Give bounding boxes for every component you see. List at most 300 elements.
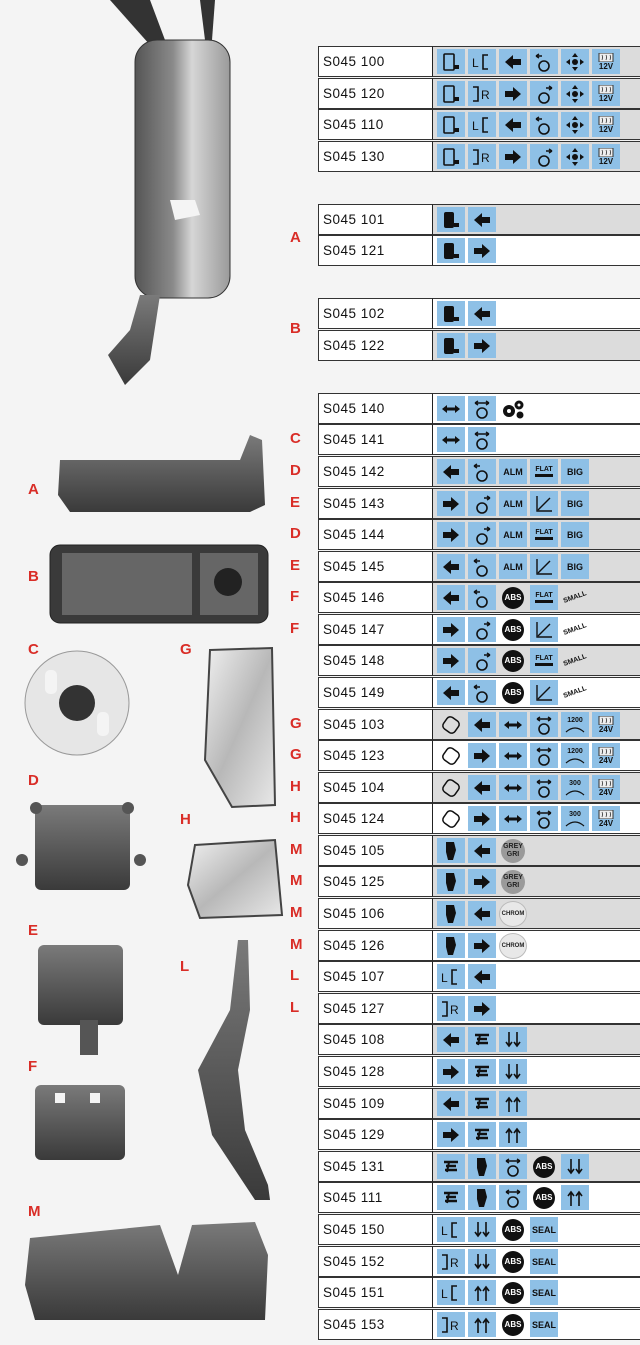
- arrow-right-icon: [437, 1059, 465, 1084]
- table-row: [318, 772, 640, 803]
- part-code: S045 101: [318, 204, 433, 235]
- feature-icons: [433, 1056, 640, 1087]
- row-letter-label: D: [290, 525, 301, 542]
- radius-icon: 1200: [561, 743, 589, 768]
- table-row: [318, 1182, 640, 1213]
- part-code: S045 105: [318, 835, 433, 866]
- table-row: [318, 961, 640, 992]
- part-code: S045 106: [318, 898, 433, 929]
- abs-icon: ABS: [499, 585, 527, 610]
- arrow-right-icon: [468, 743, 496, 768]
- table-row: [318, 645, 640, 676]
- arrow-right-icon: [468, 238, 496, 263]
- product-images: [0, 0, 318, 1340]
- table-row: [318, 1246, 640, 1277]
- double-arrow-icon: [437, 396, 465, 421]
- part-code: S045 149: [318, 677, 433, 708]
- abs-icon: ABS: [530, 1185, 558, 1210]
- convex-axes-icon: [530, 554, 558, 579]
- side-letter: L: [441, 970, 448, 985]
- double-arrow-icon: [499, 712, 527, 737]
- steering-both-icon: [468, 427, 496, 452]
- arrow-right-icon: [468, 996, 496, 1021]
- table-row: [318, 109, 640, 140]
- small-icon: SMALL: [562, 622, 588, 637]
- right-side-icon: [468, 144, 496, 169]
- row-letter-label: M: [290, 936, 303, 953]
- arrow-left-icon: [499, 112, 527, 137]
- table-row: [318, 330, 640, 361]
- right-side-icon: [437, 1249, 465, 1274]
- mirror-glass-icon: [437, 712, 465, 737]
- arrow-right-icon: [437, 617, 465, 642]
- double-arrow-icon: [499, 743, 527, 768]
- row-letter-label: C: [290, 430, 301, 447]
- table-row: [318, 298, 640, 329]
- table-row: [318, 1309, 640, 1340]
- part-code: S045 142: [318, 456, 433, 487]
- image-label-b: B: [28, 568, 39, 585]
- table-row: [318, 1056, 640, 1087]
- table-row: [318, 993, 640, 1024]
- steering-right-icon: [468, 491, 496, 516]
- arrow-left-icon: [468, 301, 496, 326]
- svg-text:R: R: [481, 87, 490, 102]
- part-code: S045 111: [318, 1182, 433, 1213]
- cover-shape-icon: [437, 901, 465, 926]
- mirror-shape-icon: [437, 144, 465, 169]
- part-code: S045 108: [318, 1024, 433, 1055]
- chrome-icon: CHROM: [499, 901, 527, 926]
- feature-icons: [433, 109, 640, 140]
- heated-icon: 24V: [592, 775, 620, 800]
- row-letter-label: E: [290, 557, 301, 574]
- abs-icon: ABS: [499, 617, 527, 642]
- feature-icons: [433, 677, 640, 708]
- table-row: [318, 1151, 640, 1182]
- arrows-down-icon: [468, 1249, 496, 1274]
- feature-icons: [433, 772, 640, 803]
- mirror-housing-icon: [437, 238, 465, 263]
- arm-bracket-icon: [468, 1059, 496, 1084]
- steering-right-icon: [468, 617, 496, 642]
- abs-icon: ABS: [499, 1249, 527, 1274]
- row-letter-label: L: [290, 999, 300, 1016]
- electric-adjust-icon: [561, 81, 589, 106]
- alm-icon: ALM: [499, 459, 527, 484]
- arrow-left-icon: [468, 775, 496, 800]
- steering-both-icon: [468, 396, 496, 421]
- flat-icon: FLAT: [530, 648, 558, 673]
- feature-icons: [433, 424, 640, 455]
- feature-icons: [433, 1277, 640, 1308]
- arrow-right-icon: [468, 333, 496, 358]
- table-row: [318, 424, 640, 455]
- row-letter-label: F: [290, 588, 300, 605]
- part-code: S045 129: [318, 1119, 433, 1150]
- row-letter-label: M: [290, 872, 303, 889]
- steering-both-icon: [530, 806, 558, 831]
- alm-icon: ALM: [499, 491, 527, 516]
- seal-icon: SEAL: [530, 1280, 558, 1305]
- convex-axes-icon: [530, 617, 558, 642]
- arrow-left-icon: [468, 712, 496, 737]
- row-letter-label: G: [290, 746, 302, 763]
- table-row: [318, 235, 640, 266]
- feature-icons: [433, 1182, 640, 1213]
- part-code: S045 127: [318, 993, 433, 1024]
- arrow-left-icon: [468, 207, 496, 232]
- mirror-glass-icon: [437, 775, 465, 800]
- feature-icons: [433, 866, 640, 897]
- feature-icons: [433, 46, 640, 77]
- arrow-right-icon: [437, 648, 465, 673]
- table-row: [318, 1277, 640, 1308]
- arrow-right-icon: [468, 869, 496, 894]
- big-icon: BIG: [561, 554, 589, 579]
- feature-icons: [433, 235, 640, 266]
- part-e-image: [38, 945, 123, 1055]
- left-side-icon: [437, 964, 465, 989]
- part-code: S045 125: [318, 866, 433, 897]
- arrows-down-icon: [468, 1217, 496, 1242]
- part-d-image: [16, 802, 146, 890]
- feature-icons: [433, 803, 640, 834]
- arrow-left-icon: [499, 49, 527, 74]
- feature-icons: [433, 582, 640, 613]
- table-row: [318, 1088, 640, 1119]
- steering-left-icon: [530, 112, 558, 137]
- steering-both-icon: [499, 1154, 527, 1179]
- arrow-right-icon: [499, 81, 527, 106]
- seal-icon: SEAL: [530, 1217, 558, 1242]
- arrows-up-icon: [561, 1185, 589, 1210]
- row-letter-label: M: [290, 904, 303, 921]
- mirror-shape-icon: [437, 81, 465, 106]
- big-icon: BIG: [561, 522, 589, 547]
- grey-colour-icon: GREY GRI: [499, 869, 527, 894]
- feature-icons: [433, 488, 640, 519]
- part-code: S045 102: [318, 298, 433, 329]
- part-c-image: [25, 651, 129, 755]
- feature-icons: [433, 1151, 640, 1182]
- part-code: S045 147: [318, 614, 433, 645]
- product-illustrations: [0, 0, 318, 1340]
- table-row: [318, 582, 640, 613]
- mirror-glass-icon: [437, 806, 465, 831]
- table-row: [318, 46, 640, 77]
- left-side-icon: [437, 1280, 465, 1305]
- feature-icons: [433, 740, 640, 771]
- side-letter: L: [441, 1223, 448, 1238]
- table-row: [318, 488, 640, 519]
- small-icon: SMALL: [562, 590, 588, 605]
- table-row: [318, 456, 640, 487]
- part-m-image: [25, 1222, 268, 1320]
- left-side-icon: [437, 1217, 465, 1242]
- part-code: S045 141: [318, 424, 433, 455]
- convex-axes-icon: [530, 680, 558, 705]
- radius-icon: 300: [561, 775, 589, 800]
- mirror-housing-icon: [437, 207, 465, 232]
- image-label-l: L: [180, 958, 190, 975]
- feature-icons: [433, 78, 640, 109]
- group-label-b: B: [290, 320, 301, 337]
- arrow-left-icon: [437, 585, 465, 610]
- part-code: S045 104: [318, 772, 433, 803]
- table-row: [318, 141, 640, 172]
- chrome-icon: CHROM: [499, 933, 527, 958]
- feature-icons: [433, 614, 640, 645]
- arrow-right-icon: [437, 522, 465, 547]
- double-arrow-icon: [437, 427, 465, 452]
- electric-adjust-icon: [561, 144, 589, 169]
- arrows-up-icon: [468, 1280, 496, 1305]
- part-code: S045 109: [318, 1088, 433, 1119]
- part-code: S045 152: [318, 1246, 433, 1277]
- feature-icons: [433, 1024, 640, 1055]
- part-code: S045 151: [318, 1277, 433, 1308]
- abs-icon: ABS: [499, 680, 527, 705]
- steering-right-icon: [530, 144, 558, 169]
- heated-icon: 24V: [592, 806, 620, 831]
- table-row: [318, 803, 640, 834]
- steering-right-icon: [468, 522, 496, 547]
- feature-icons: [433, 204, 640, 235]
- table-row: [318, 551, 640, 582]
- gears-icon: [499, 396, 527, 421]
- cover-shape-icon: [468, 1154, 496, 1179]
- steering-both-icon: [530, 775, 558, 800]
- table-row: [318, 78, 640, 109]
- part-code: S045 121: [318, 235, 433, 266]
- arrow-left-icon: [468, 964, 496, 989]
- image-label-m: M: [28, 1203, 41, 1220]
- feature-icons: [433, 298, 640, 329]
- cover-shape-icon: [468, 1185, 496, 1210]
- steering-left-icon: [468, 554, 496, 579]
- arrow-right-icon: [468, 933, 496, 958]
- image-label-d: D: [28, 772, 39, 789]
- part-code: S045 100: [318, 46, 433, 77]
- arrow-right-icon: [468, 806, 496, 831]
- svg-text:R: R: [450, 1002, 459, 1017]
- mirror-housing-icon: [437, 301, 465, 326]
- steering-left-icon: [468, 585, 496, 610]
- arrows-up-icon: [468, 1312, 496, 1337]
- image-label-a: A: [28, 481, 39, 498]
- table-row: [318, 930, 640, 961]
- abs-icon: ABS: [499, 1312, 527, 1337]
- alm-icon: ALM: [499, 554, 527, 579]
- right-side-icon: [437, 996, 465, 1021]
- arrow-left-icon: [437, 1027, 465, 1052]
- image-label-g: G: [180, 641, 192, 658]
- row-letter-label: F: [290, 620, 300, 637]
- image-label-h: H: [180, 811, 191, 828]
- image-label-f: F: [28, 1058, 38, 1075]
- feature-icons: [433, 519, 640, 550]
- part-code: S045 153: [318, 1309, 433, 1340]
- convex-axes-icon: [530, 491, 558, 516]
- steering-left-icon: [468, 680, 496, 705]
- group-label-a: A: [290, 229, 301, 246]
- feature-icons: [433, 393, 640, 424]
- arm-bracket-icon: [437, 1185, 465, 1210]
- row-letter-label: D: [290, 462, 301, 479]
- part-a-image: [58, 435, 265, 512]
- feature-icons: [433, 1088, 640, 1119]
- table-row: [318, 1214, 640, 1245]
- mirror-shape-icon: [437, 112, 465, 137]
- part-code: S045 122: [318, 330, 433, 361]
- image-label-c: C: [28, 641, 39, 658]
- row-letter-label: E: [290, 494, 301, 511]
- main-mirror-image: [108, 0, 230, 385]
- side-letter: L: [441, 1286, 448, 1301]
- seal-icon: SEAL: [530, 1249, 558, 1274]
- flat-icon: FLAT: [530, 522, 558, 547]
- svg-text:R: R: [450, 1255, 459, 1270]
- double-arrow-icon: [499, 806, 527, 831]
- big-icon: BIG: [561, 459, 589, 484]
- part-code: S045 144: [318, 519, 433, 550]
- grey-colour-icon: GREY GRI: [499, 838, 527, 863]
- double-arrow-icon: [499, 775, 527, 800]
- arm-bracket-icon: [468, 1122, 496, 1147]
- part-code: S045 148: [318, 645, 433, 676]
- arm-bracket-icon: [468, 1091, 496, 1116]
- svg-text:R: R: [450, 1318, 459, 1333]
- right-side-icon: [468, 81, 496, 106]
- feature-icons: [433, 645, 640, 676]
- table-row: [318, 204, 640, 235]
- table-row: [318, 740, 640, 771]
- row-letter-label: M: [290, 841, 303, 858]
- part-b-image: [50, 545, 268, 623]
- left-side-icon: [468, 112, 496, 137]
- arrow-left-icon: [468, 901, 496, 926]
- abs-icon: ABS: [499, 1217, 527, 1242]
- steering-left-icon: [530, 49, 558, 74]
- svg-text:R: R: [481, 150, 490, 165]
- steering-both-icon: [530, 712, 558, 737]
- arrow-left-icon: [437, 1091, 465, 1116]
- part-code: S045 126: [318, 930, 433, 961]
- alm-icon: ALM: [499, 522, 527, 547]
- feature-icons: [433, 898, 640, 929]
- part-code: S045 120: [318, 78, 433, 109]
- feature-icons: [433, 961, 640, 992]
- part-code: S045 103: [318, 709, 433, 740]
- arrow-left-icon: [468, 838, 496, 863]
- side-letter: L: [472, 118, 479, 133]
- feature-icons: [433, 141, 640, 172]
- feature-icons: [433, 993, 640, 1024]
- arrow-right-icon: [437, 491, 465, 516]
- feature-icons: [433, 1119, 640, 1150]
- table-row: [318, 677, 640, 708]
- row-letter-label: L: [290, 967, 300, 984]
- side-letter: L: [472, 55, 479, 70]
- table-row: [318, 866, 640, 897]
- part-code: S045 123: [318, 740, 433, 771]
- cover-shape-icon: [437, 869, 465, 894]
- arrows-up-icon: [499, 1122, 527, 1147]
- small-icon: SMALL: [562, 653, 588, 668]
- steering-left-icon: [468, 459, 496, 484]
- parts-table: [318, 0, 640, 1340]
- small-icon: SMALL: [562, 685, 588, 700]
- steering-right-icon: [530, 81, 558, 106]
- table-row: [318, 835, 640, 866]
- flat-icon: FLAT: [530, 585, 558, 610]
- part-code: S045 140: [318, 393, 433, 424]
- feature-icons: [433, 835, 640, 866]
- arrow-left-icon: [437, 554, 465, 579]
- arm-bracket-icon: [468, 1027, 496, 1052]
- part-code: S045 146: [318, 582, 433, 613]
- part-code: S045 130: [318, 141, 433, 172]
- part-g-image: [205, 648, 275, 807]
- feature-icons: [433, 1214, 640, 1245]
- heated-icon: 12V: [592, 81, 620, 106]
- steering-both-icon: [530, 743, 558, 768]
- seal-icon: SEAL: [530, 1312, 558, 1337]
- part-code: S045 150: [318, 1214, 433, 1245]
- part-code: S045 124: [318, 803, 433, 834]
- arrows-up-icon: [499, 1091, 527, 1116]
- mirror-glass-icon: [437, 743, 465, 768]
- feature-icons: [433, 1309, 640, 1340]
- part-code: S045 110: [318, 109, 433, 140]
- abs-icon: ABS: [530, 1154, 558, 1179]
- heated-icon: 12V: [592, 49, 620, 74]
- arrows-down-icon: [499, 1027, 527, 1052]
- arrow-right-icon: [437, 1122, 465, 1147]
- row-letter-label: H: [290, 809, 301, 826]
- arrow-left-icon: [437, 680, 465, 705]
- mirror-housing-icon: [437, 333, 465, 358]
- heated-icon: 12V: [592, 112, 620, 137]
- right-side-icon: [437, 1312, 465, 1337]
- part-h-image: [188, 840, 282, 918]
- part-code: S045 131: [318, 1151, 433, 1182]
- part-code: S045 107: [318, 961, 433, 992]
- part-l-image: [198, 940, 270, 1200]
- arm-bracket-icon: [437, 1154, 465, 1179]
- row-letter-label: H: [290, 778, 301, 795]
- big-icon: BIG: [561, 491, 589, 516]
- left-side-icon: [468, 49, 496, 74]
- part-code: S045 143: [318, 488, 433, 519]
- feature-icons: [433, 330, 640, 361]
- flat-icon: FLAT: [530, 459, 558, 484]
- steering-both-icon: [499, 1185, 527, 1210]
- table-row: [318, 519, 640, 550]
- part-code: S045 145: [318, 551, 433, 582]
- part-f-image: [35, 1085, 125, 1160]
- cover-shape-icon: [437, 838, 465, 863]
- table-row: [318, 1024, 640, 1055]
- feature-icons: [433, 930, 640, 961]
- radius-icon: 300: [561, 806, 589, 831]
- table-row: [318, 709, 640, 740]
- feature-icons: [433, 709, 640, 740]
- mirror-shape-icon: [437, 49, 465, 74]
- heated-icon: 12V: [592, 144, 620, 169]
- steering-right-icon: [468, 648, 496, 673]
